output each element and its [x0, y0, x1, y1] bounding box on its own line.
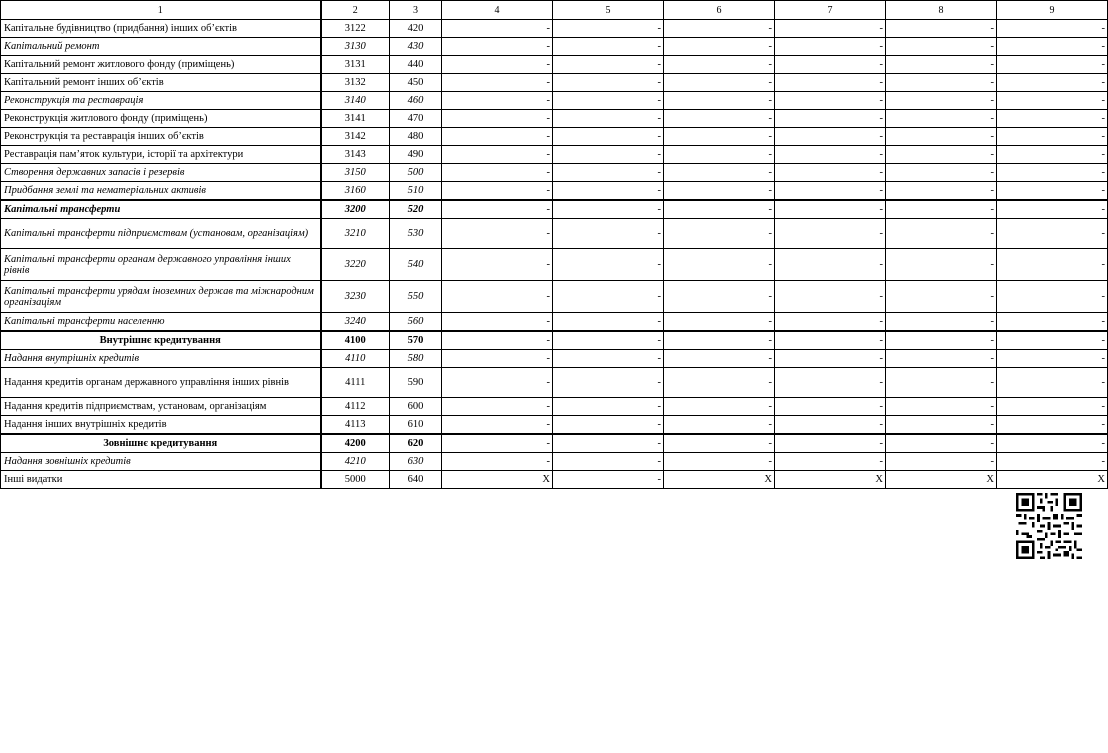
table-row: [1, 92, 1108, 110]
value-cell: -: [886, 313, 997, 332]
value-cell: -: [553, 434, 664, 453]
row-name: Інші видатки: [1, 471, 321, 489]
row-name: Реставрація пам’яток культури, історії та архітектури: [1, 146, 321, 164]
row-name: Капітальний ремонт інших об’єктів: [1, 74, 321, 92]
table-row: [1, 350, 1108, 368]
row-name: Капітальне будівництво (придбання) інших об’єктів: [1, 20, 321, 38]
value-cell: -: [442, 313, 553, 332]
value-cell: -: [664, 128, 775, 146]
value-cell: -: [664, 110, 775, 128]
row-code: 3230: [321, 281, 390, 313]
row-name: Надання кредитів підприємствам, установам, організаціям: [1, 398, 321, 416]
value-cell: -: [886, 368, 997, 398]
value-cell: -: [775, 146, 886, 164]
value-cell: X: [442, 471, 553, 489]
value-cell: -: [997, 38, 1108, 56]
value-cell: -: [553, 146, 664, 164]
value-cell: -: [442, 128, 553, 146]
value-cell: -: [553, 281, 664, 313]
row-code: 4111: [321, 368, 390, 398]
value-cell: -: [886, 146, 997, 164]
header-cell: 1: [1, 1, 321, 20]
value-cell: -: [775, 74, 886, 92]
row-line-number: 610: [390, 416, 442, 435]
value-cell: -: [775, 350, 886, 368]
row-name: Надання інших внутрішніх кредитів: [1, 416, 321, 435]
value-cell: -: [442, 200, 553, 219]
value-cell: -: [442, 92, 553, 110]
row-line-number: 640: [390, 471, 442, 489]
value-cell: -: [886, 281, 997, 313]
row-code: 5000: [321, 471, 390, 489]
row-code: 3130: [321, 38, 390, 56]
value-cell: -: [553, 74, 664, 92]
value-cell: -: [886, 350, 997, 368]
value-cell: -: [664, 200, 775, 219]
value-cell: -: [775, 20, 886, 38]
value-cell: -: [997, 74, 1108, 92]
row-name: Реконструкція та реставрація інших об’єктів: [1, 128, 321, 146]
value-cell: -: [664, 92, 775, 110]
row-line-number: 630: [390, 453, 442, 471]
value-cell: -: [775, 38, 886, 56]
value-cell: -: [775, 434, 886, 453]
row-code: 4200: [321, 434, 390, 453]
value-cell: -: [553, 182, 664, 201]
value-cell: -: [553, 56, 664, 74]
row-name: Капітальні трансферти органам державного управління інших рівнів: [1, 249, 321, 281]
value-cell: -: [664, 416, 775, 435]
value-cell: -: [664, 20, 775, 38]
value-cell: -: [997, 313, 1108, 332]
value-cell: -: [553, 110, 664, 128]
value-cell: -: [775, 249, 886, 281]
value-cell: -: [664, 331, 775, 350]
value-cell: -: [553, 219, 664, 249]
row-line-number: 470: [390, 110, 442, 128]
row-line-number: 510: [390, 182, 442, 201]
value-cell: -: [886, 398, 997, 416]
value-cell: -: [664, 434, 775, 453]
value-cell: -: [886, 56, 997, 74]
value-cell: -: [997, 92, 1108, 110]
table-row: [1, 146, 1108, 164]
value-cell: -: [997, 110, 1108, 128]
value-cell: -: [775, 200, 886, 219]
value-cell: -: [553, 453, 664, 471]
row-code: 3150: [321, 164, 390, 182]
table-row: [1, 20, 1108, 38]
value-cell: -: [553, 331, 664, 350]
row-line-number: 480: [390, 128, 442, 146]
value-cell: -: [886, 219, 997, 249]
value-cell: -: [997, 128, 1108, 146]
row-code: 4110: [321, 350, 390, 368]
value-cell: -: [553, 200, 664, 219]
row-name: Капітальні трансферти підприємствам (установам, організаціям): [1, 219, 321, 249]
value-cell: -: [997, 164, 1108, 182]
header-cell: 5: [553, 1, 664, 20]
table-row: [1, 368, 1108, 398]
value-cell: -: [997, 416, 1108, 435]
value-cell: -: [886, 74, 997, 92]
value-cell: -: [553, 20, 664, 38]
row-name: Реконструкція та реставрація: [1, 92, 321, 110]
qr-code-icon: [1015, 493, 1083, 559]
value-cell: -: [664, 453, 775, 471]
value-cell: -: [886, 92, 997, 110]
row-code: 4210: [321, 453, 390, 471]
row-line-number: 420: [390, 20, 442, 38]
row-code: 3141: [321, 110, 390, 128]
value-cell: -: [442, 146, 553, 164]
value-cell: -: [997, 453, 1108, 471]
value-cell: -: [664, 398, 775, 416]
value-cell: -: [442, 331, 553, 350]
row-code: 3210: [321, 219, 390, 249]
value-cell: -: [553, 128, 664, 146]
value-cell: -: [997, 331, 1108, 350]
value-cell: -: [886, 200, 997, 219]
table-row: [1, 128, 1108, 146]
row-line-number: 600: [390, 398, 442, 416]
row-code: 3131: [321, 56, 390, 74]
table-row: [1, 453, 1108, 471]
value-cell: -: [775, 92, 886, 110]
value-cell: -: [775, 398, 886, 416]
value-cell: -: [997, 200, 1108, 219]
row-name: Реконструкція житлового фонду (приміщень): [1, 110, 321, 128]
value-cell: -: [997, 281, 1108, 313]
value-cell: -: [442, 416, 553, 435]
value-cell: -: [664, 313, 775, 332]
table-row: [1, 281, 1108, 313]
value-cell: -: [886, 249, 997, 281]
value-cell: -: [886, 128, 997, 146]
row-code: 3143: [321, 146, 390, 164]
value-cell: -: [553, 350, 664, 368]
row-code: 3132: [321, 74, 390, 92]
value-cell: -: [997, 146, 1108, 164]
value-cell: -: [997, 398, 1108, 416]
row-name: Капітальний ремонт: [1, 38, 321, 56]
value-cell: -: [886, 164, 997, 182]
value-cell: X: [664, 471, 775, 489]
value-cell: -: [664, 38, 775, 56]
value-cell: -: [886, 110, 997, 128]
value-cell: -: [664, 219, 775, 249]
table-row: [1, 38, 1108, 56]
value-cell: -: [664, 182, 775, 201]
table-row: [1, 313, 1108, 332]
value-cell: -: [775, 416, 886, 435]
value-cell: -: [442, 110, 553, 128]
row-line-number: 560: [390, 313, 442, 332]
row-name: Зовнішнє кредитування: [1, 434, 321, 453]
value-cell: -: [553, 416, 664, 435]
row-line-number: 540: [390, 249, 442, 281]
row-name: Створення державних запасів і резервів: [1, 164, 321, 182]
row-code: 4113: [321, 416, 390, 435]
table-row: [1, 219, 1108, 249]
header-cell: 3: [390, 1, 442, 20]
value-cell: -: [886, 453, 997, 471]
value-cell: -: [442, 219, 553, 249]
row-code: 3200: [321, 200, 390, 219]
row-name: Капітальні трансферти урядам іноземних держав та міжнародним організаціям: [1, 281, 321, 313]
value-cell: -: [886, 38, 997, 56]
table-row: [1, 182, 1108, 201]
row-line-number: 520: [390, 200, 442, 219]
value-cell: -: [442, 434, 553, 453]
value-cell: -: [553, 249, 664, 281]
header-cell: 9: [997, 1, 1108, 20]
value-cell: -: [664, 350, 775, 368]
value-cell: -: [664, 74, 775, 92]
header-cell: 2: [321, 1, 390, 20]
value-cell: -: [442, 20, 553, 38]
row-code: 3142: [321, 128, 390, 146]
value-cell: -: [886, 182, 997, 201]
value-cell: -: [553, 164, 664, 182]
value-cell: -: [886, 434, 997, 453]
value-cell: -: [553, 368, 664, 398]
value-cell: -: [664, 164, 775, 182]
row-name: Капітальні трансферти: [1, 200, 321, 219]
value-cell: -: [775, 56, 886, 74]
row-line-number: 460: [390, 92, 442, 110]
value-cell: -: [886, 331, 997, 350]
value-cell: -: [997, 219, 1108, 249]
value-cell: -: [553, 92, 664, 110]
row-line-number: 570: [390, 331, 442, 350]
header-cell: 7: [775, 1, 886, 20]
column-number-header: [1, 1, 1108, 20]
value-cell: -: [775, 182, 886, 201]
value-cell: -: [886, 20, 997, 38]
row-line-number: 430: [390, 38, 442, 56]
row-line-number: 550: [390, 281, 442, 313]
value-cell: -: [664, 56, 775, 74]
row-code: 4100: [321, 331, 390, 350]
value-cell: -: [775, 313, 886, 332]
value-cell: -: [442, 350, 553, 368]
value-cell: -: [442, 38, 553, 56]
table-row: [1, 471, 1108, 489]
header-cell: 8: [886, 1, 997, 20]
value-cell: -: [997, 434, 1108, 453]
value-cell: -: [664, 249, 775, 281]
row-line-number: 590: [390, 368, 442, 398]
row-code: 3160: [321, 182, 390, 201]
row-name: Придбання землі та нематеріальних активів: [1, 182, 321, 201]
value-cell: -: [664, 281, 775, 313]
row-line-number: 500: [390, 164, 442, 182]
row-code: 3220: [321, 249, 390, 281]
value-cell: -: [775, 453, 886, 471]
value-cell: -: [775, 219, 886, 249]
table-row: [1, 164, 1108, 182]
value-cell: -: [442, 182, 553, 201]
value-cell: -: [775, 368, 886, 398]
row-code: 3140: [321, 92, 390, 110]
value-cell: -: [442, 74, 553, 92]
value-cell: -: [775, 281, 886, 313]
header-cell: 6: [664, 1, 775, 20]
value-cell: X: [997, 471, 1108, 489]
value-cell: -: [442, 56, 553, 74]
value-cell: -: [442, 368, 553, 398]
value-cell: -: [997, 249, 1108, 281]
table-row: [1, 249, 1108, 281]
row-line-number: 440: [390, 56, 442, 74]
value-cell: -: [997, 20, 1108, 38]
table-row: [1, 398, 1108, 416]
value-cell: -: [997, 56, 1108, 74]
value-cell: -: [664, 146, 775, 164]
value-cell: -: [553, 471, 664, 489]
row-line-number: 530: [390, 219, 442, 249]
value-cell: -: [664, 368, 775, 398]
table-body: [1, 1, 1108, 489]
table-row: [1, 331, 1108, 350]
row-name: Внутрішнє кредитування: [1, 331, 321, 350]
value-cell: -: [775, 128, 886, 146]
table-row: [1, 434, 1108, 453]
table-row: [1, 56, 1108, 74]
row-code: 4112: [321, 398, 390, 416]
value-cell: -: [997, 182, 1108, 201]
table-row: [1, 74, 1108, 92]
header-cell: 4: [442, 1, 553, 20]
value-cell: -: [553, 398, 664, 416]
row-line-number: 490: [390, 146, 442, 164]
row-line-number: 620: [390, 434, 442, 453]
value-cell: -: [442, 281, 553, 313]
row-code: 3240: [321, 313, 390, 332]
value-cell: -: [886, 416, 997, 435]
value-cell: -: [553, 313, 664, 332]
value-cell: -: [442, 164, 553, 182]
value-cell: -: [775, 110, 886, 128]
row-name: Надання внутрішніх кредитів: [1, 350, 321, 368]
row-line-number: 580: [390, 350, 442, 368]
value-cell: -: [775, 331, 886, 350]
table-row: [1, 110, 1108, 128]
value-cell: -: [442, 453, 553, 471]
value-cell: -: [442, 249, 553, 281]
value-cell: X: [886, 471, 997, 489]
row-code: 3122: [321, 20, 390, 38]
value-cell: -: [442, 398, 553, 416]
row-name: Надання зовнішніх кредитів: [1, 453, 321, 471]
value-cell: -: [997, 350, 1108, 368]
value-cell: X: [775, 471, 886, 489]
value-cell: -: [997, 368, 1108, 398]
row-name: Капітальні трансферти населенню: [1, 313, 321, 332]
row-name: Надання кредитів органам державного управління інших рівнів: [1, 368, 321, 398]
table-row: [1, 200, 1108, 219]
row-line-number: 450: [390, 74, 442, 92]
table-row: [1, 416, 1108, 435]
value-cell: -: [553, 38, 664, 56]
row-name: Капітальний ремонт житлового фонду (приміщень): [1, 56, 321, 74]
value-cell: -: [775, 164, 886, 182]
